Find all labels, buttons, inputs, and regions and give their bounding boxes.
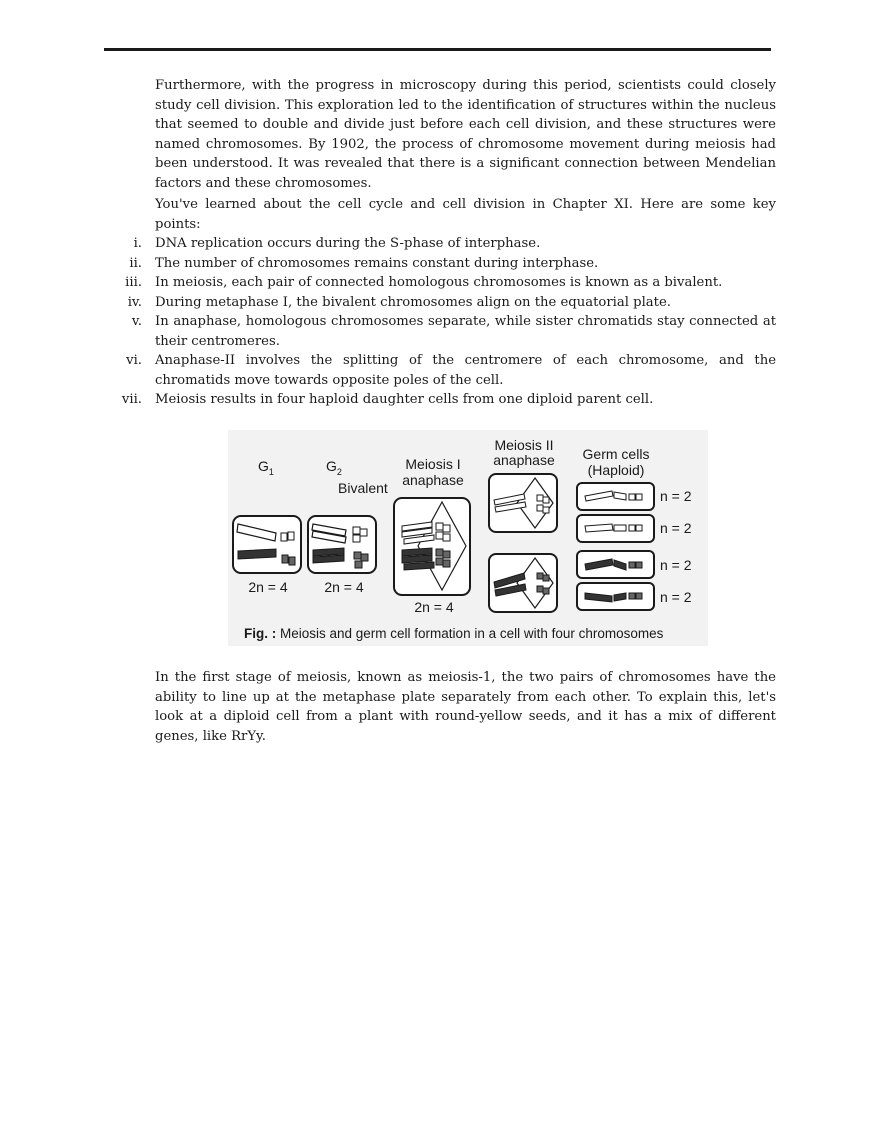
list-text: The number of chromosomes remains constant during interphase.: [155, 255, 599, 271]
list-text: Anaphase-II involves the splitting of the centromere of each chromosome, and the chromatids move towards opposite poles of the cell.: [155, 353, 776, 388]
figure-caption: Fig. : Meiosis and germ cell formation in a cell with four chromosomes: [244, 626, 664, 641]
g1-ploidy-label: 2n = 4: [248, 579, 288, 595]
g2-ploidy-label: 2n = 4: [324, 579, 364, 595]
germ-cell-3: [577, 551, 654, 578]
meiosis1-ploidy-label: 2n = 4: [414, 599, 454, 615]
haploid-label-4: n = 2: [660, 589, 692, 605]
list-number: iv.: [127, 294, 142, 310]
list-item: [105, 351, 776, 390]
germ-cells-label-line1: Germ cells: [582, 446, 650, 462]
closing-paragraph: In the first stage of meiosis, known as meiosis-1, the two pairs of chromosomes have the ability to line up at the metaphase plate separately from each other. To explain this, let's look at a diploid cell from a plant with round-yellow seeds, and it has a mix of different genes, like RrYy.: [155, 670, 776, 744]
g1-cell: [233, 516, 301, 573]
meiosis-diagram: [228, 430, 708, 646]
list-number: vi.: [126, 353, 142, 368]
meiosis2-anaphase-cell-lower: [489, 554, 557, 612]
list-item: [105, 273, 776, 293]
haploid-label-3: n = 2: [660, 557, 692, 573]
list-text: In meiosis, each pair of connected homologous chromosomes is known as a bivalent.: [155, 275, 723, 290]
germ-cell-1: [577, 483, 654, 510]
header-rule: [104, 48, 771, 51]
list-item: [105, 254, 776, 274]
intro-paragraph: Furthermore, with the progress in microscopy during this period, scientists could closely study cell division. This exploration led to the identification of structures within the nucleus that seemed to double and divide just before each cell division, and these structures were named chromosomes. By 1902, the process of chromosome movement during meiosis had been understood. It was revealed that there is a significant connection between Mendelian factors and these chromosomes.: [155, 78, 776, 191]
key-points-list: [105, 234, 776, 410]
list-number: v.: [131, 314, 142, 329]
list-number: ii.: [129, 255, 142, 271]
g2-cell: [308, 516, 376, 573]
list-number: i.: [133, 236, 142, 251]
haploid-label-1: n = 2: [660, 488, 692, 504]
germ-cell-2: [577, 515, 654, 542]
meiosis1-label-line1: Meiosis I: [405, 456, 461, 472]
list-text: DNA replication occurs during the S-phase of interphase.: [155, 236, 541, 251]
key-points-lead: You've learned about the cell cycle and cell division in Chapter XI. Here are some key points:: [155, 197, 776, 232]
germ-cells-label-line2: (Haploid): [587, 462, 645, 478]
list-text: Meiosis results in four haploid daughter cells from one diploid parent cell.: [155, 392, 654, 407]
list-text: In anaphase, homologous chromosomes separate, while sister chromatids stay connected at their centromeres.: [155, 314, 776, 349]
list-item: [105, 234, 776, 254]
meiosis2-label-line2: anaphase: [493, 452, 555, 468]
germ-cell-4: [577, 583, 654, 610]
meiosis1-label-line2: anaphase: [402, 472, 464, 488]
g1-label: $G_1$: [258, 458, 274, 477]
g2-label: $G_2$: [326, 458, 342, 477]
list-number: vii.: [121, 392, 142, 407]
meiosis2-label-line1: Meiosis II: [494, 437, 554, 453]
bivalent-label: Bivalent: [338, 480, 388, 496]
meiosis2-anaphase-cell-upper: [489, 474, 557, 532]
list-number: iii.: [125, 275, 142, 290]
list-text: During metaphase I, the bivalent chromosomes align on the equatorial plate.: [155, 294, 671, 310]
list-item: [105, 390, 776, 410]
haploid-label-2: n = 2: [660, 520, 692, 536]
meiosis-figure: [228, 430, 708, 646]
meiosis1-anaphase-cell: [394, 498, 470, 595]
list-item: [105, 312, 776, 351]
list-item: [105, 293, 776, 313]
